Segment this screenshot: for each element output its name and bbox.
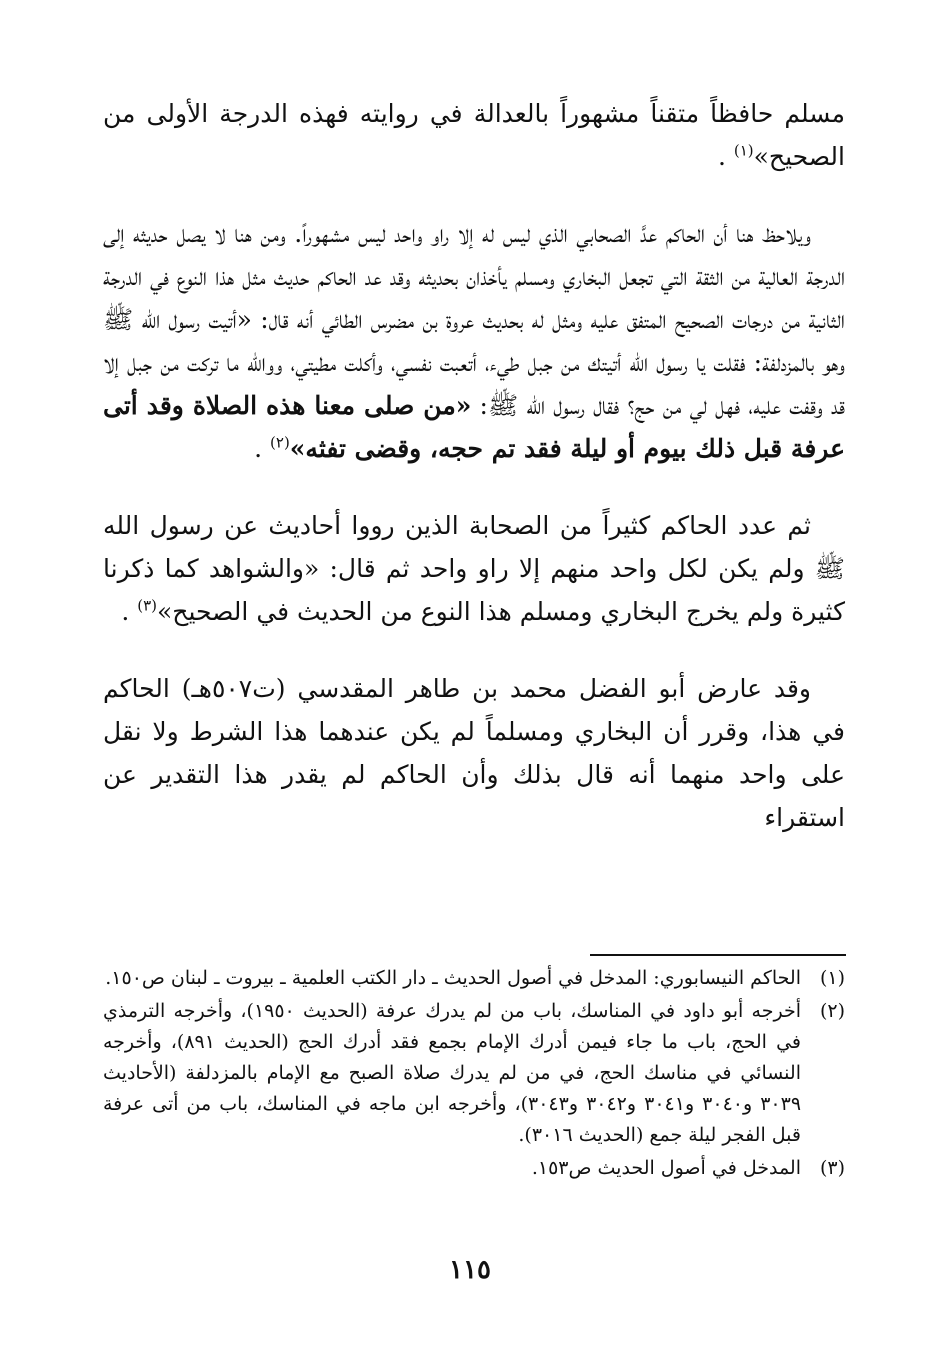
paragraph-2 (103, 212, 845, 470)
paragraph-text: ثم عدد الحاكم كثيراً من الصحابة الذين رووا أحاديث عن رسول الله ﷺ ولم يكن لكل واحد منهم إلا راو واحد ثم قال: «والشواهد كما ذكرنا كثيرة ولم يخرج البخاري ومسلم هذا النوع من الحديث في الصحيح» (103, 511, 845, 626)
footnote-1 (103, 963, 845, 994)
footnote-text: أخرجه أبو داود في المناسك، باب من لم يدرك عرفة (الحديث ١٩٥٠)، وأخرجه الترمذي في الحج، باب ما جاء فيمن أدرك الإمام بجمع فقد أدرك الحج (الحديث ٨٩١)، وأخرجه النسائي في مناسك الحج، في من لم يدرك صلاة الصبح مع الإمام بالمزدلفة (الأحاديث ٣٠٣٩ و٣٠٤٠ و٣٠٤١ و٣٠٤٢ و٣٠٤٣)، وأخرجه ابن ماجه في المناسك، باب من أتى عرفة قبل الفجر ليلة جمع (الحديث ٣٠١٦). (103, 1000, 802, 1146)
paragraph-text: ويلاحظ هنا أن الحاكم عدَّ الصحابي الذي ليس له إلا راو واحد ليس مشهوراً. ومن هنا لا يصل حديثه إلى الدرجة العالية من الثقة التي تجعل البخاري ومسلم يأخذان بحديثه وقد عد الحاكم حديث مثل هذا النوع في الدرجة الثانية من درجات الصحيح المتفق عليه ومثل له بحديث عروة بن مضرس الطائي أنه قال: «أتيت رسول الله ﷺ وهو بالمزدلفة: فقلت يا رسول الله أتيتك من جبل طيء، أتعبت نفسي، وأكلت مطيتي، ووالله ما تركت من جبل إلا قد وقفت عليه، فهل لي من حج؟ فقال رسول الله ﷺ: (103, 219, 845, 420)
footnote-ref-3: (٣) (137, 596, 158, 615)
paragraph-3 (103, 504, 845, 633)
paragraph-tail: . (254, 434, 271, 463)
footnotes (103, 963, 845, 1186)
footnote-2 (103, 996, 845, 1151)
footnote-text: المدخل في أصول الحديث ص١٥٣. (531, 1157, 801, 1179)
footnote-divider (590, 954, 846, 956)
paragraph-tail: . (121, 597, 138, 626)
paragraph-text: مسلم حافظاً متقناً مشهوراً بالعدالة في روايته فهذه الدرجة الأولى من الصحيح» (103, 99, 845, 171)
hadith-quote: «من صلى معنا هذه الصلاة وقد أتى عرفة قبل ذلك بيوم أو ليلة فقد تم حجه، وقضى تفثه» (103, 391, 845, 463)
footnote-number: (٣) (819, 1157, 845, 1179)
footnote-text: الحاكم النيسابوري: المدخل في أصول الحديث ـ دار الكتب العلمية ـ بيروت ـ لبنان ص١٥٠. (105, 967, 801, 989)
footnote-number: (٢) (819, 1000, 845, 1022)
footnote-ref-1: (١) (733, 141, 754, 160)
paragraph-tail: . (717, 142, 734, 171)
footnote-ref-2: (٢) (270, 433, 290, 452)
paragraph-text: وقد عارض أبو الفضل محمد بن طاهر المقدسي (ت٥٠٧هـ) الحاكم في هذا، وقرر أن البخاري ومسلماً لم يكن عندهما هذا الشرط ولا نقل على واحد منهما أنه قال بذلك وأن الحاكم لم يقدر هذا التقدير عن استقراء (103, 674, 845, 832)
page-number: ١١٥ (449, 1255, 491, 1285)
main-text (103, 92, 845, 873)
paragraph-4 (103, 667, 845, 839)
paragraph-1 (103, 92, 845, 178)
footnote-3 (103, 1153, 845, 1184)
footnote-number: (١) (819, 967, 845, 989)
